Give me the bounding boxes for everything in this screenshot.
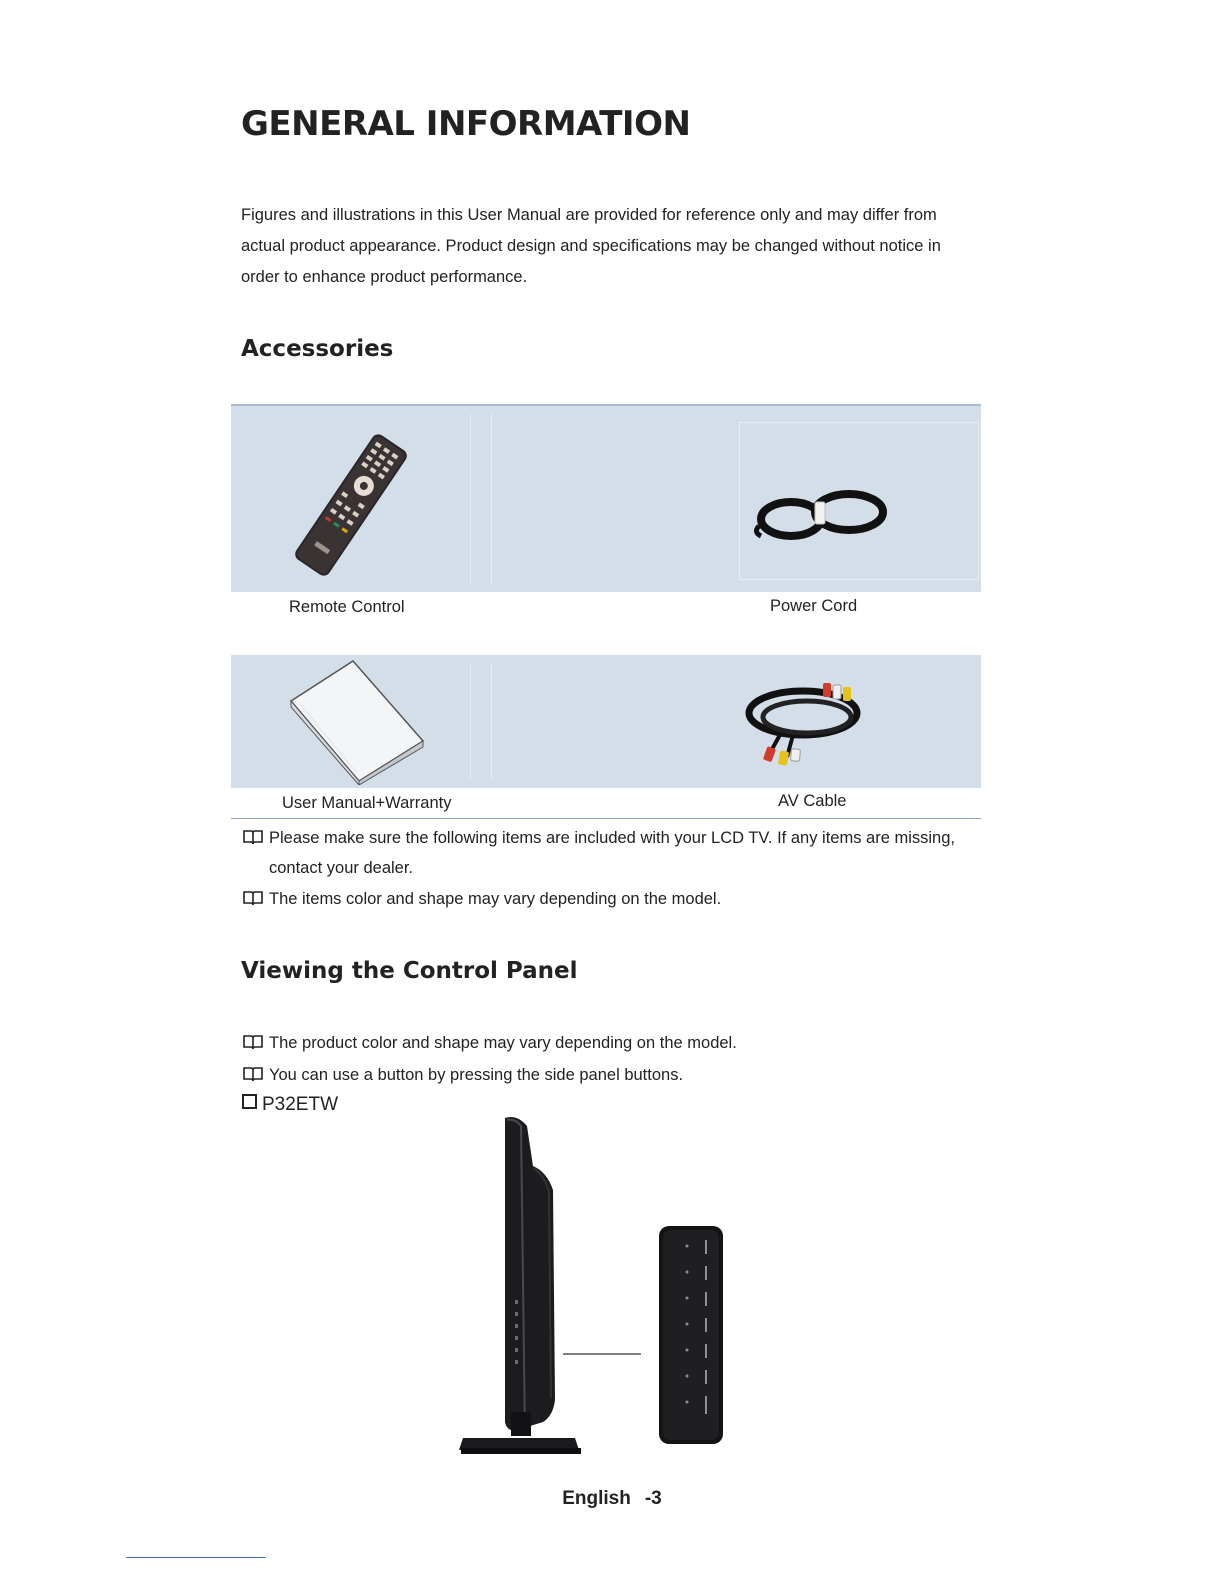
footer-language: English: [562, 1488, 631, 1509]
cell-divider: [470, 414, 471, 584]
note-text: The items color and shape may vary depending on the model.: [269, 890, 722, 908]
page-footer: [0, 1488, 1224, 1510]
book-icon: [243, 1034, 263, 1050]
checkbox-square-icon: [242, 1094, 257, 1109]
book-icon: [243, 890, 263, 906]
note-text: Please make sure the following items are included with your LCD TV. If any items are missing,: [269, 829, 955, 847]
control-panel-heading: Viewing the Control Panel: [241, 958, 578, 984]
note-text: You can use a button by pressing the side panel buttons.: [269, 1066, 684, 1084]
footnote-rule: [126, 1557, 266, 1558]
caption-power-cord: Power Cord: [770, 597, 858, 615]
accessories-note-1: [243, 823, 983, 883]
cell-divider: [491, 663, 492, 780]
power-cord-icon: [749, 486, 895, 548]
accessories-note-2: [243, 884, 983, 914]
tv-side-panel-icon: [455, 1112, 735, 1462]
cell-divider: [470, 663, 471, 780]
note-text: The product color and shape may vary depending on the model.: [269, 1034, 737, 1052]
caption-av-cable: AV Cable: [778, 792, 847, 810]
book-icon: [243, 829, 263, 845]
remote-control-icon: [281, 430, 421, 580]
table-bottom-rule: [231, 818, 981, 819]
control-panel-note-2: [243, 1060, 983, 1090]
user-manual-icon: [287, 657, 427, 785]
cell-divider: [491, 414, 492, 584]
caption-user-manual: User Manual+Warranty: [282, 794, 452, 812]
model-name: P32ETW: [262, 1094, 339, 1115]
control-panel-note-1: [243, 1028, 983, 1058]
accessories-row-2: [231, 655, 981, 788]
intro-paragraph: Figures and illustrations in this User Manual are provided for reference only and may differ from actual product appearance. Product design and specifications may be changed without notice in order to enhance product performance.: [241, 206, 941, 286]
footer-page-number: -3: [644, 1488, 662, 1509]
model-label: [242, 1094, 338, 1116]
caption-remote-control: Remote Control: [289, 598, 405, 616]
accessories-heading: Accessories: [241, 336, 394, 362]
page-title: GENERAL INFORMATION: [241, 104, 691, 144]
av-cable-icon: [741, 679, 873, 771]
accessories-row-1: [231, 406, 981, 592]
note-text-continued: contact your dealer.: [269, 859, 414, 877]
book-icon: [243, 1066, 263, 1082]
